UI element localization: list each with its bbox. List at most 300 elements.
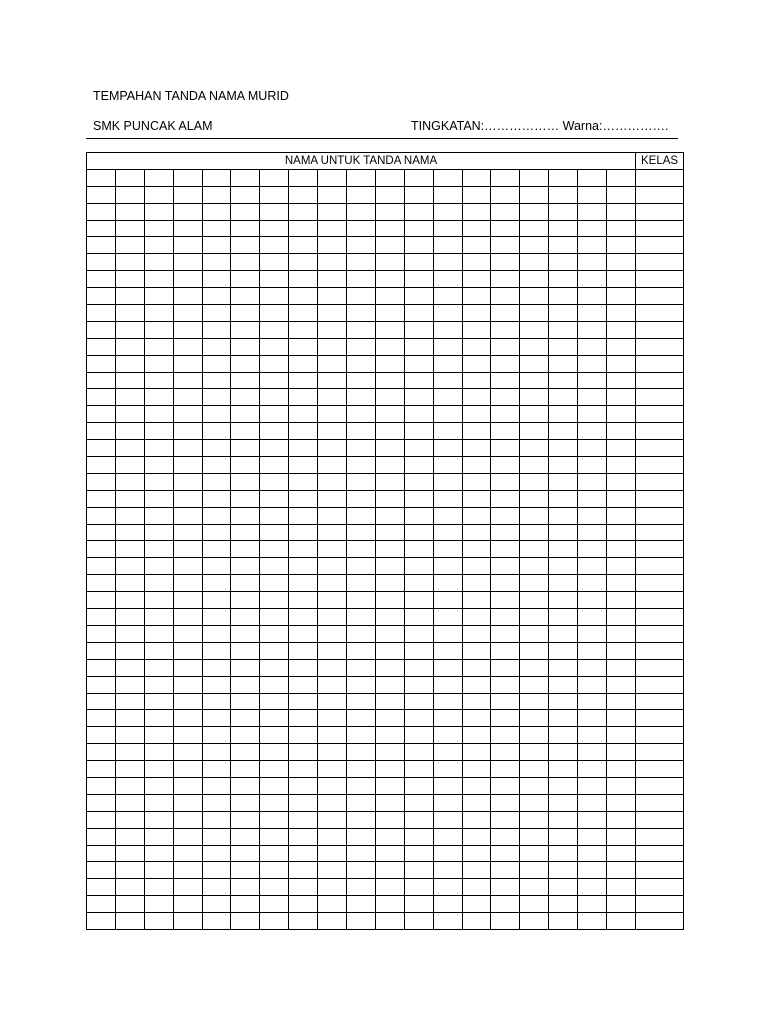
letter-cell[interactable] xyxy=(231,169,260,186)
letter-cell[interactable] xyxy=(289,659,318,676)
letter-cell[interactable] xyxy=(202,609,231,626)
letter-cell[interactable] xyxy=(144,271,173,288)
letter-cell[interactable] xyxy=(289,811,318,828)
letter-cell[interactable] xyxy=(173,507,202,524)
letter-cell[interactable] xyxy=(375,372,404,389)
letter-cell[interactable] xyxy=(173,355,202,372)
letter-cell[interactable] xyxy=(375,811,404,828)
letter-cell[interactable] xyxy=(520,321,549,338)
letter-cell[interactable] xyxy=(375,254,404,271)
letter-cell[interactable] xyxy=(520,625,549,642)
letter-cell[interactable] xyxy=(607,440,636,457)
letter-cell[interactable] xyxy=(607,609,636,626)
letter-cell[interactable] xyxy=(491,507,520,524)
letter-cell[interactable] xyxy=(375,288,404,305)
letter-cell[interactable] xyxy=(375,828,404,845)
letter-cell[interactable] xyxy=(318,203,347,220)
letter-cell[interactable] xyxy=(347,524,376,541)
letter-cell[interactable] xyxy=(173,761,202,778)
letter-cell[interactable] xyxy=(173,440,202,457)
letter-cell[interactable] xyxy=(202,693,231,710)
letter-cell[interactable] xyxy=(549,423,578,440)
letter-cell[interactable] xyxy=(87,507,116,524)
letter-cell[interactable] xyxy=(607,524,636,541)
letter-cell[interactable] xyxy=(462,507,491,524)
letter-cell[interactable] xyxy=(289,575,318,592)
letter-cell[interactable] xyxy=(607,727,636,744)
letter-cell[interactable] xyxy=(607,507,636,524)
letter-cell[interactable] xyxy=(289,913,318,930)
letter-cell[interactable] xyxy=(491,609,520,626)
letter-cell[interactable] xyxy=(202,913,231,930)
letter-cell[interactable] xyxy=(318,220,347,237)
letter-cell[interactable] xyxy=(520,609,549,626)
letter-cell[interactable] xyxy=(115,203,144,220)
letter-cell[interactable] xyxy=(173,305,202,322)
letter-cell[interactable] xyxy=(549,203,578,220)
letter-cell[interactable] xyxy=(375,862,404,879)
letter-cell[interactable] xyxy=(607,389,636,406)
letter-cell[interactable] xyxy=(289,389,318,406)
class-cell[interactable] xyxy=(636,541,684,558)
letter-cell[interactable] xyxy=(115,845,144,862)
letter-cell[interactable] xyxy=(347,440,376,457)
letter-cell[interactable] xyxy=(433,406,462,423)
letter-cell[interactable] xyxy=(462,524,491,541)
class-cell[interactable] xyxy=(636,625,684,642)
letter-cell[interactable] xyxy=(318,575,347,592)
letter-cell[interactable] xyxy=(144,237,173,254)
letter-cell[interactable] xyxy=(289,490,318,507)
letter-cell[interactable] xyxy=(578,254,607,271)
letter-cell[interactable] xyxy=(404,896,433,913)
letter-cell[interactable] xyxy=(260,761,289,778)
letter-cell[interactable] xyxy=(404,693,433,710)
letter-cell[interactable] xyxy=(260,355,289,372)
letter-cell[interactable] xyxy=(115,913,144,930)
letter-cell[interactable] xyxy=(260,271,289,288)
letter-cell[interactable] xyxy=(347,321,376,338)
letter-cell[interactable] xyxy=(462,811,491,828)
letter-cell[interactable] xyxy=(87,575,116,592)
letter-cell[interactable] xyxy=(462,845,491,862)
letter-cell[interactable] xyxy=(318,440,347,457)
letter-cell[interactable] xyxy=(607,271,636,288)
letter-cell[interactable] xyxy=(578,879,607,896)
letter-cell[interactable] xyxy=(607,186,636,203)
letter-cell[interactable] xyxy=(404,507,433,524)
letter-cell[interactable] xyxy=(202,761,231,778)
letter-cell[interactable] xyxy=(433,271,462,288)
letter-cell[interactable] xyxy=(173,423,202,440)
class-cell[interactable] xyxy=(636,879,684,896)
letter-cell[interactable] xyxy=(289,693,318,710)
letter-cell[interactable] xyxy=(173,609,202,626)
letter-cell[interactable] xyxy=(549,794,578,811)
letter-cell[interactable] xyxy=(462,676,491,693)
letter-cell[interactable] xyxy=(231,271,260,288)
letter-cell[interactable] xyxy=(375,845,404,862)
letter-cell[interactable] xyxy=(318,305,347,322)
letter-cell[interactable] xyxy=(260,811,289,828)
letter-cell[interactable] xyxy=(433,642,462,659)
letter-cell[interactable] xyxy=(231,473,260,490)
letter-cell[interactable] xyxy=(433,169,462,186)
letter-cell[interactable] xyxy=(578,186,607,203)
letter-cell[interactable] xyxy=(173,186,202,203)
letter-cell[interactable] xyxy=(347,338,376,355)
letter-cell[interactable] xyxy=(260,305,289,322)
letter-cell[interactable] xyxy=(404,305,433,322)
letter-cell[interactable] xyxy=(202,744,231,761)
letter-cell[interactable] xyxy=(404,372,433,389)
letter-cell[interactable] xyxy=(231,811,260,828)
letter-cell[interactable] xyxy=(520,642,549,659)
letter-cell[interactable] xyxy=(115,744,144,761)
letter-cell[interactable] xyxy=(260,862,289,879)
letter-cell[interactable] xyxy=(549,693,578,710)
letter-cell[interactable] xyxy=(404,288,433,305)
letter-cell[interactable] xyxy=(462,710,491,727)
class-cell[interactable] xyxy=(636,828,684,845)
letter-cell[interactable] xyxy=(87,879,116,896)
letter-cell[interactable] xyxy=(607,220,636,237)
letter-cell[interactable] xyxy=(260,254,289,271)
letter-cell[interactable] xyxy=(260,338,289,355)
class-cell[interactable] xyxy=(636,507,684,524)
letter-cell[interactable] xyxy=(87,305,116,322)
letter-cell[interactable] xyxy=(87,642,116,659)
letter-cell[interactable] xyxy=(144,490,173,507)
letter-cell[interactable] xyxy=(144,254,173,271)
letter-cell[interactable] xyxy=(115,777,144,794)
letter-cell[interactable] xyxy=(462,777,491,794)
letter-cell[interactable] xyxy=(173,490,202,507)
letter-cell[interactable] xyxy=(231,457,260,474)
letter-cell[interactable] xyxy=(578,761,607,778)
letter-cell[interactable] xyxy=(173,338,202,355)
letter-cell[interactable] xyxy=(607,625,636,642)
letter-cell[interactable] xyxy=(202,592,231,609)
letter-cell[interactable] xyxy=(520,845,549,862)
letter-cell[interactable] xyxy=(289,541,318,558)
letter-cell[interactable] xyxy=(491,744,520,761)
letter-cell[interactable] xyxy=(144,423,173,440)
letter-cell[interactable] xyxy=(115,169,144,186)
letter-cell[interactable] xyxy=(375,896,404,913)
letter-cell[interactable] xyxy=(260,879,289,896)
letter-cell[interactable] xyxy=(173,794,202,811)
letter-cell[interactable] xyxy=(375,558,404,575)
letter-cell[interactable] xyxy=(520,423,549,440)
letter-cell[interactable] xyxy=(549,710,578,727)
letter-cell[interactable] xyxy=(607,676,636,693)
letter-cell[interactable] xyxy=(202,575,231,592)
letter-cell[interactable] xyxy=(202,710,231,727)
letter-cell[interactable] xyxy=(289,473,318,490)
letter-cell[interactable] xyxy=(433,625,462,642)
letter-cell[interactable] xyxy=(87,558,116,575)
letter-cell[interactable] xyxy=(115,625,144,642)
letter-cell[interactable] xyxy=(549,490,578,507)
letter-cell[interactable] xyxy=(520,355,549,372)
letter-cell[interactable] xyxy=(87,440,116,457)
letter-cell[interactable] xyxy=(173,288,202,305)
letter-cell[interactable] xyxy=(578,423,607,440)
letter-cell[interactable] xyxy=(375,406,404,423)
letter-cell[interactable] xyxy=(202,727,231,744)
letter-cell[interactable] xyxy=(578,490,607,507)
letter-cell[interactable] xyxy=(318,507,347,524)
letter-cell[interactable] xyxy=(607,575,636,592)
letter-cell[interactable] xyxy=(318,710,347,727)
letter-cell[interactable] xyxy=(289,237,318,254)
letter-cell[interactable] xyxy=(491,524,520,541)
letter-cell[interactable] xyxy=(347,642,376,659)
letter-cell[interactable] xyxy=(231,203,260,220)
letter-cell[interactable] xyxy=(231,727,260,744)
letter-cell[interactable] xyxy=(87,254,116,271)
letter-cell[interactable] xyxy=(173,592,202,609)
letter-cell[interactable] xyxy=(144,355,173,372)
letter-cell[interactable] xyxy=(260,676,289,693)
letter-cell[interactable] xyxy=(433,524,462,541)
letter-cell[interactable] xyxy=(231,845,260,862)
class-cell[interactable] xyxy=(636,609,684,626)
letter-cell[interactable] xyxy=(202,355,231,372)
letter-cell[interactable] xyxy=(289,777,318,794)
letter-cell[interactable] xyxy=(520,828,549,845)
letter-cell[interactable] xyxy=(491,913,520,930)
letter-cell[interactable] xyxy=(347,659,376,676)
letter-cell[interactable] xyxy=(347,727,376,744)
letter-cell[interactable] xyxy=(289,592,318,609)
letter-cell[interactable] xyxy=(549,777,578,794)
letter-cell[interactable] xyxy=(347,609,376,626)
letter-cell[interactable] xyxy=(578,625,607,642)
letter-cell[interactable] xyxy=(260,220,289,237)
letter-cell[interactable] xyxy=(173,321,202,338)
letter-cell[interactable] xyxy=(375,305,404,322)
letter-cell[interactable] xyxy=(549,845,578,862)
class-cell[interactable] xyxy=(636,845,684,862)
letter-cell[interactable] xyxy=(607,794,636,811)
letter-cell[interactable] xyxy=(202,794,231,811)
letter-cell[interactable] xyxy=(87,288,116,305)
letter-cell[interactable] xyxy=(375,524,404,541)
letter-cell[interactable] xyxy=(462,406,491,423)
letter-cell[interactable] xyxy=(491,761,520,778)
letter-cell[interactable] xyxy=(607,203,636,220)
letter-cell[interactable] xyxy=(375,169,404,186)
letter-cell[interactable] xyxy=(491,575,520,592)
letter-cell[interactable] xyxy=(115,642,144,659)
letter-cell[interactable] xyxy=(115,186,144,203)
letter-cell[interactable] xyxy=(173,727,202,744)
letter-cell[interactable] xyxy=(433,794,462,811)
letter-cell[interactable] xyxy=(260,372,289,389)
letter-cell[interactable] xyxy=(404,845,433,862)
letter-cell[interactable] xyxy=(231,372,260,389)
letter-cell[interactable] xyxy=(549,828,578,845)
letter-cell[interactable] xyxy=(491,220,520,237)
letter-cell[interactable] xyxy=(144,913,173,930)
letter-cell[interactable] xyxy=(404,558,433,575)
class-cell[interactable] xyxy=(636,169,684,186)
class-cell[interactable] xyxy=(636,271,684,288)
letter-cell[interactable] xyxy=(462,203,491,220)
letter-cell[interactable] xyxy=(404,338,433,355)
letter-cell[interactable] xyxy=(260,896,289,913)
letter-cell[interactable] xyxy=(87,609,116,626)
letter-cell[interactable] xyxy=(260,913,289,930)
class-cell[interactable] xyxy=(636,372,684,389)
letter-cell[interactable] xyxy=(115,321,144,338)
letter-cell[interactable] xyxy=(462,896,491,913)
letter-cell[interactable] xyxy=(231,305,260,322)
letter-cell[interactable] xyxy=(87,862,116,879)
letter-cell[interactable] xyxy=(549,338,578,355)
letter-cell[interactable] xyxy=(318,254,347,271)
letter-cell[interactable] xyxy=(202,254,231,271)
letter-cell[interactable] xyxy=(491,659,520,676)
letter-cell[interactable] xyxy=(87,271,116,288)
letter-cell[interactable] xyxy=(607,355,636,372)
letter-cell[interactable] xyxy=(115,558,144,575)
letter-cell[interactable] xyxy=(87,237,116,254)
letter-cell[interactable] xyxy=(578,457,607,474)
letter-cell[interactable] xyxy=(549,761,578,778)
letter-cell[interactable] xyxy=(289,744,318,761)
letter-cell[interactable] xyxy=(173,879,202,896)
letter-cell[interactable] xyxy=(173,642,202,659)
letter-cell[interactable] xyxy=(462,490,491,507)
class-cell[interactable] xyxy=(636,592,684,609)
letter-cell[interactable] xyxy=(375,744,404,761)
letter-cell[interactable] xyxy=(115,862,144,879)
letter-cell[interactable] xyxy=(347,271,376,288)
letter-cell[interactable] xyxy=(520,220,549,237)
letter-cell[interactable] xyxy=(520,693,549,710)
letter-cell[interactable] xyxy=(433,254,462,271)
letter-cell[interactable] xyxy=(144,389,173,406)
letter-cell[interactable] xyxy=(578,321,607,338)
letter-cell[interactable] xyxy=(404,321,433,338)
letter-cell[interactable] xyxy=(520,389,549,406)
letter-cell[interactable] xyxy=(318,186,347,203)
letter-cell[interactable] xyxy=(404,777,433,794)
letter-cell[interactable] xyxy=(404,524,433,541)
letter-cell[interactable] xyxy=(607,592,636,609)
letter-cell[interactable] xyxy=(289,203,318,220)
letter-cell[interactable] xyxy=(115,288,144,305)
letter-cell[interactable] xyxy=(375,271,404,288)
letter-cell[interactable] xyxy=(462,659,491,676)
letter-cell[interactable] xyxy=(87,423,116,440)
letter-cell[interactable] xyxy=(202,811,231,828)
letter-cell[interactable] xyxy=(231,879,260,896)
letter-cell[interactable] xyxy=(520,338,549,355)
letter-cell[interactable] xyxy=(404,710,433,727)
letter-cell[interactable] xyxy=(607,541,636,558)
letter-cell[interactable] xyxy=(115,237,144,254)
letter-cell[interactable] xyxy=(491,338,520,355)
class-cell[interactable] xyxy=(636,338,684,355)
letter-cell[interactable] xyxy=(289,727,318,744)
letter-cell[interactable] xyxy=(578,372,607,389)
letter-cell[interactable] xyxy=(202,203,231,220)
letter-cell[interactable] xyxy=(462,913,491,930)
letter-cell[interactable] xyxy=(491,473,520,490)
letter-cell[interactable] xyxy=(404,220,433,237)
letter-cell[interactable] xyxy=(260,727,289,744)
letter-cell[interactable] xyxy=(462,727,491,744)
letter-cell[interactable] xyxy=(520,592,549,609)
letter-cell[interactable] xyxy=(375,693,404,710)
class-cell[interactable] xyxy=(636,659,684,676)
letter-cell[interactable] xyxy=(87,777,116,794)
letter-cell[interactable] xyxy=(144,777,173,794)
letter-cell[interactable] xyxy=(549,524,578,541)
letter-cell[interactable] xyxy=(173,862,202,879)
class-cell[interactable] xyxy=(636,693,684,710)
letter-cell[interactable] xyxy=(607,710,636,727)
letter-cell[interactable] xyxy=(115,879,144,896)
letter-cell[interactable] xyxy=(607,490,636,507)
letter-cell[interactable] xyxy=(375,642,404,659)
letter-cell[interactable] xyxy=(260,693,289,710)
letter-cell[interactable] xyxy=(318,406,347,423)
letter-cell[interactable] xyxy=(87,693,116,710)
letter-cell[interactable] xyxy=(231,761,260,778)
letter-cell[interactable] xyxy=(173,845,202,862)
letter-cell[interactable] xyxy=(260,389,289,406)
letter-cell[interactable] xyxy=(260,457,289,474)
letter-cell[interactable] xyxy=(231,288,260,305)
letter-cell[interactable] xyxy=(347,828,376,845)
letter-cell[interactable] xyxy=(231,389,260,406)
letter-cell[interactable] xyxy=(549,254,578,271)
letter-cell[interactable] xyxy=(144,169,173,186)
letter-cell[interactable] xyxy=(144,524,173,541)
letter-cell[interactable] xyxy=(289,457,318,474)
letter-cell[interactable] xyxy=(607,169,636,186)
letter-cell[interactable] xyxy=(87,203,116,220)
letter-cell[interactable] xyxy=(115,896,144,913)
letter-cell[interactable] xyxy=(318,490,347,507)
letter-cell[interactable] xyxy=(433,811,462,828)
letter-cell[interactable] xyxy=(115,440,144,457)
letter-cell[interactable] xyxy=(404,169,433,186)
class-cell[interactable] xyxy=(636,389,684,406)
letter-cell[interactable] xyxy=(231,744,260,761)
letter-cell[interactable] xyxy=(289,305,318,322)
letter-cell[interactable] xyxy=(347,913,376,930)
letter-cell[interactable] xyxy=(578,473,607,490)
letter-cell[interactable] xyxy=(144,828,173,845)
letter-cell[interactable] xyxy=(491,321,520,338)
letter-cell[interactable] xyxy=(578,676,607,693)
letter-cell[interactable] xyxy=(462,575,491,592)
letter-cell[interactable] xyxy=(375,575,404,592)
letter-cell[interactable] xyxy=(433,845,462,862)
letter-cell[interactable] xyxy=(462,423,491,440)
letter-cell[interactable] xyxy=(607,828,636,845)
letter-cell[interactable] xyxy=(491,423,520,440)
letter-cell[interactable] xyxy=(404,203,433,220)
class-cell[interactable] xyxy=(636,237,684,254)
class-cell[interactable] xyxy=(636,406,684,423)
